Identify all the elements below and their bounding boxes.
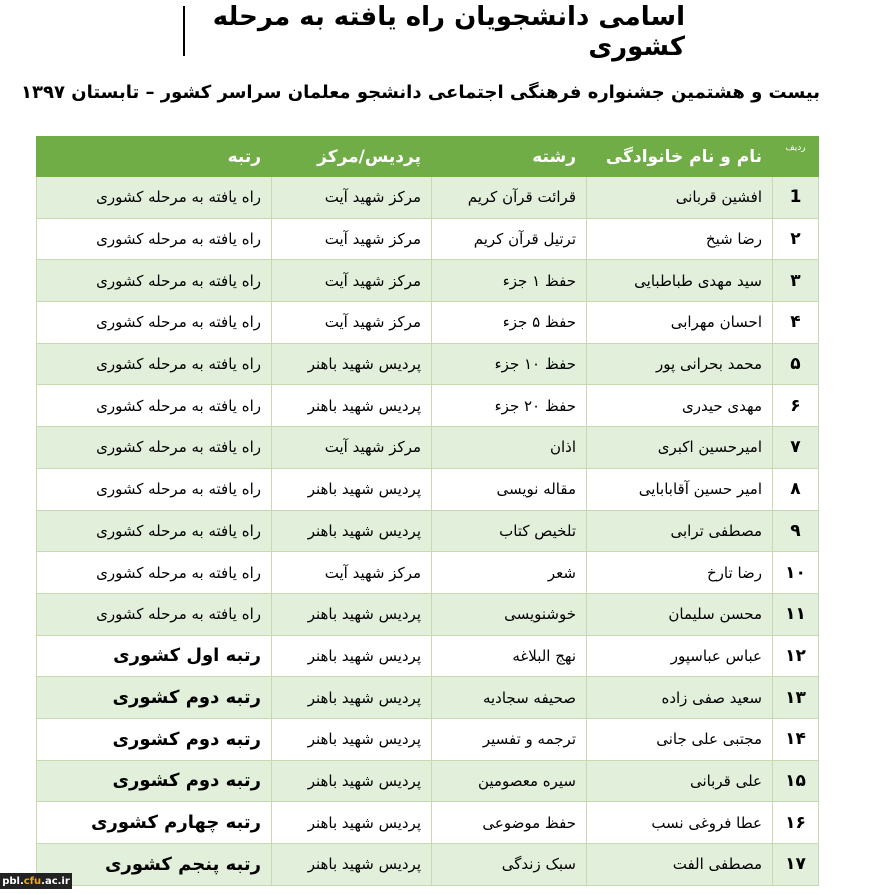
table-row [37,510,819,552]
cell-campus: مرکز شهید آیت [272,218,432,260]
cell-campus: پردیس شهید باهنر [272,593,432,635]
cell-name: عباس عباسپور [587,635,773,677]
cell-campus: پردیس شهید باهنر [272,760,432,802]
cell-field: اذان [432,427,587,469]
cell-row-number: ۱۲ [773,635,819,677]
table-row [37,802,819,844]
header-campus: پردیس/مرکز [272,137,432,177]
table-row [37,552,819,594]
cell-rank: راه یافته به مرحله کشوری [37,302,272,344]
table-row [37,593,819,635]
table-row [37,260,819,302]
cell-campus: پردیس شهید باهنر [272,718,432,760]
cell-rank: راه یافته به مرحله کشوری [37,468,272,510]
table-row [37,302,819,344]
cell-campus: پردیس شهید باهنر [272,802,432,844]
cell-field: حفظ موضوعی [432,802,587,844]
cell-row-number: ۱۵ [773,760,819,802]
cell-rank: راه یافته به مرحله کشوری [37,552,272,594]
cell-row-number: ۹ [773,510,819,552]
cell-name: سعید صفی زاده [587,677,773,719]
cell-campus: پردیس شهید باهنر [272,844,432,886]
cell-rank: راه یافته به مرحله کشوری [37,260,272,302]
cell-field: ترجمه و تفسیر [432,718,587,760]
cell-row-number: ۵ [773,343,819,385]
cell-name: افشین قربانی [587,177,773,219]
table-row [37,844,819,886]
cell-row-number: ۳ [773,260,819,302]
cell-row-number: ۷ [773,427,819,469]
cell-rank: رتبه دوم کشوری [37,760,272,802]
cell-rank: رتبه دوم کشوری [37,718,272,760]
table-body [37,177,819,886]
table-row [37,468,819,510]
cell-field: صحیفه سجادیه [432,677,587,719]
cell-name: مجتبی علی جانی [587,718,773,760]
cell-name: محسن سلیمان [587,593,773,635]
cell-name: امیرحسین اکبری [587,427,773,469]
cell-name: رضا شیخ [587,218,773,260]
cell-campus: مرکز شهید آیت [272,552,432,594]
cell-field: سبک زندگی [432,844,587,886]
table-row [37,635,819,677]
cell-field: تلخیص کتاب [432,510,587,552]
header-rank: رتبه [37,137,272,177]
cell-row-number: ۱۷ [773,844,819,886]
cell-field: ترتیل قرآن کریم [432,218,587,260]
table-row [37,385,819,427]
cell-campus: پردیس شهید باهنر [272,468,432,510]
table-row [37,427,819,469]
cell-field: حفظ ۱۰ جزء [432,343,587,385]
cell-campus: مرکز شهید آیت [272,427,432,469]
cell-campus: پردیس شهید باهنر [272,343,432,385]
cell-row-number: ۱۶ [773,802,819,844]
cell-rank: راه یافته به مرحله کشوری [37,177,272,219]
cell-rank: راه یافته به مرحله کشوری [37,510,272,552]
cell-rank: راه یافته به مرحله کشوری [37,218,272,260]
table-row [37,677,819,719]
cell-name: امیر حسین آقابابایی [587,468,773,510]
table-row [37,343,819,385]
table-header-row [37,137,819,177]
cell-row-number: ۱۱ [773,593,819,635]
cell-row-number: ۱۳ [773,677,819,719]
page-title: اسامی دانشجویان راه یافته به مرحله کشوری [212,2,685,62]
cell-rank: راه یافته به مرحله کشوری [37,593,272,635]
cell-field: خوشنویسی [432,593,587,635]
watermark-brand: cfu [23,875,42,887]
cell-field: حفظ ۱ جزء [432,260,587,302]
cell-name: علی قربانی [587,760,773,802]
cell-campus: پردیس شهید باهنر [272,510,432,552]
cell-campus: مرکز شهید آیت [272,260,432,302]
cell-row-number: ۲ [773,218,819,260]
cell-rank: رتبه پنجم کشوری [37,844,272,886]
header-name: نام و نام خانوادگی [587,137,773,177]
cell-name: رضا تارخ [587,552,773,594]
cell-rank: رتبه دوم کشوری [37,677,272,719]
cell-rank: رتبه چهارم کشوری [37,802,272,844]
cell-row-number: ۶ [773,385,819,427]
cell-field: سیره معصومین [432,760,587,802]
cell-rank: راه یافته به مرحله کشوری [37,343,272,385]
cell-campus: مرکز شهید آیت [272,302,432,344]
cell-name: سید مهدی طباطبایی [587,260,773,302]
cell-row-number: ۸ [773,468,819,510]
cell-rank: راه یافته به مرحله کشوری [37,427,272,469]
cell-campus: پردیس شهید باهنر [272,677,432,719]
cell-campus: پردیس شهید باهنر [272,385,432,427]
cell-row-number: ۴ [773,302,819,344]
table-row [37,218,819,260]
header-field: رشته [432,137,587,177]
page-subtitle: بیست و هشتمین جشنواره فرهنگی اجتماعی دانشجو معلمان سراسر کشور – تابستان ۱۳۹۷ [20,82,820,103]
table-row [37,760,819,802]
cell-field: قرائت قرآن کریم [432,177,587,219]
cell-row-number: ۱۴ [773,718,819,760]
cell-name: مصطفی ترابی [587,510,773,552]
cell-name: محمد بحرانی پور [587,343,773,385]
cell-row-number: ۱۰ [773,552,819,594]
cell-row-number: 1 [773,177,819,219]
cell-name: مهدی حیدری [587,385,773,427]
cell-name: احسان مهرابی [587,302,773,344]
watermark-prefix: pbl. [2,875,24,887]
table-row [37,718,819,760]
cell-field: نهج البلاغه [432,635,587,677]
watermark-suffix: .ac.ir [41,875,70,887]
cell-campus: پردیس شهید باهنر [272,635,432,677]
cell-campus: مرکز شهید آیت [272,177,432,219]
cell-rank: راه یافته به مرحله کشوری [37,385,272,427]
cell-field: شعر [432,552,587,594]
site-watermark [0,873,72,889]
cell-field: حفظ ۵ جزء [432,302,587,344]
header-row-number: ردیف [773,137,819,177]
table-row [37,177,819,219]
cell-rank: رتبه اول کشوری [37,635,272,677]
students-table [36,136,819,886]
cell-name: عطا فروغی نسب [587,802,773,844]
cell-name: مصطفی الفت [587,844,773,886]
cell-field: مقاله نویسی [432,468,587,510]
cell-field: حفظ ۲۰ جزء [432,385,587,427]
